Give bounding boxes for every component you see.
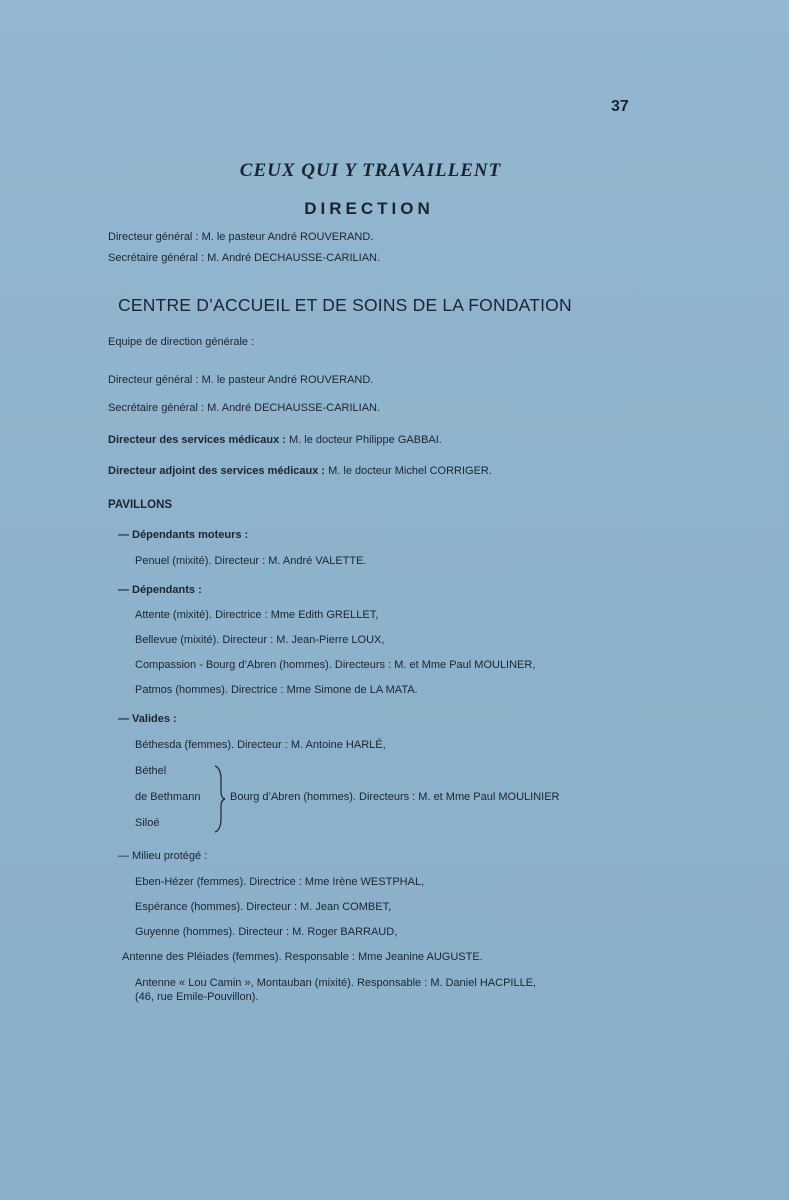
centre-line-label: Secrétaire général :: [108, 402, 204, 414]
group-pavillon-name: Béthel: [135, 765, 167, 777]
pavillon-entry: Eben-Hézer (femmes). Directrice : Mme Irène WESTPHAL,: [135, 876, 425, 888]
centre-line: [108, 434, 442, 446]
centre-line-label: Directeur adjoint des services médicaux :: [108, 465, 326, 477]
centre-line-value: M. André DECHAUSSE-CARILIAN.: [207, 402, 381, 414]
group-pavillon-name: Siloé: [135, 817, 160, 829]
centre-heading: CENTRE D’ACCUEIL ET DE SOINS DE LA FONDATION: [118, 295, 572, 315]
centre-line-value: M. le docteur Philippe GABBAI.: [289, 434, 442, 446]
pavillons-heading: PAVILLONS: [108, 499, 173, 511]
direction-line-value: M. André DECHAUSSE-CARILIAN.: [207, 252, 381, 264]
group-description: Bourg d’Abren (hommes). Directeurs : M. et Mme Paul MOULINIER: [230, 791, 560, 803]
pavillon-entry: Antenne « Lou Camin », Montauban (mixité). Responsable : M. Daniel HACPILLE,: [135, 977, 537, 989]
centre-line-value: M. le docteur Michel CORRIGER.: [328, 465, 492, 477]
direction-line: [108, 252, 380, 264]
pavillon-entry: Patmos (hommes). Directrice : Mme Simone de LA MATA.: [135, 684, 418, 696]
category-label: — Milieu protégé :: [118, 850, 208, 862]
pavillon-entry: Béthesda (femmes). Directeur : M. Antoine HARLÉ,: [135, 739, 386, 751]
direction-line-label: Directeur général :: [108, 231, 199, 243]
direction-heading: DIRECTION: [304, 199, 434, 218]
direction-line-label: Secrétaire général :: [108, 252, 204, 264]
pavillon-entry: Guyenne (hommes). Directeur : M. Roger BARRAUD,: [135, 926, 398, 938]
pavillon-entry: Compassion - Bourg d’Abren (hommes). Directeurs : M. et Mme Paul MOULINER,: [135, 659, 536, 671]
centre-line: [108, 374, 373, 386]
group-pavillon-name: de Bethmann: [135, 791, 201, 803]
pavillon-entry: Espérance (hommes). Directeur : M. Jean COMBET,: [135, 901, 392, 913]
pavillon-entry: (46, rue Emile-Pouvillon).: [135, 991, 259, 1003]
pavillon-entry: Antenne des Pléiades (femmes). Responsable : Mme Jeanine AUGUSTE.: [122, 951, 483, 963]
centre-line: [108, 402, 380, 414]
equipe-label: Equipe de direction générale :: [108, 336, 255, 348]
page-title: CEUX QUI Y TRAVAILLENT: [239, 160, 502, 181]
centre-line: [108, 465, 492, 477]
centre-line-value: M. le pasteur André ROUVERAND.: [201, 374, 374, 386]
brace-icon: [212, 764, 226, 834]
category-label: — Dépendants moteurs :: [118, 529, 249, 541]
page-number: 37: [611, 98, 629, 115]
category-label: — Valides :: [118, 713, 177, 725]
direction-line-value: M. le pasteur André ROUVERAND.: [201, 231, 374, 243]
pavillon-entry: Penuel (mixité). Directeur : M. André VALETTE.: [135, 555, 367, 567]
pavillon-entry: Attente (mixité). Directrice : Mme Edith GRELLET,: [135, 609, 379, 621]
direction-line: [108, 231, 373, 243]
centre-line-label: Directeur des services médicaux :: [108, 434, 286, 446]
centre-line-label: Directeur général :: [108, 374, 199, 386]
pavillon-entry: Bellevue (mixité). Directeur : M. Jean-Pierre LOUX,: [135, 634, 385, 646]
category-label: — Dépendants :: [118, 584, 202, 596]
